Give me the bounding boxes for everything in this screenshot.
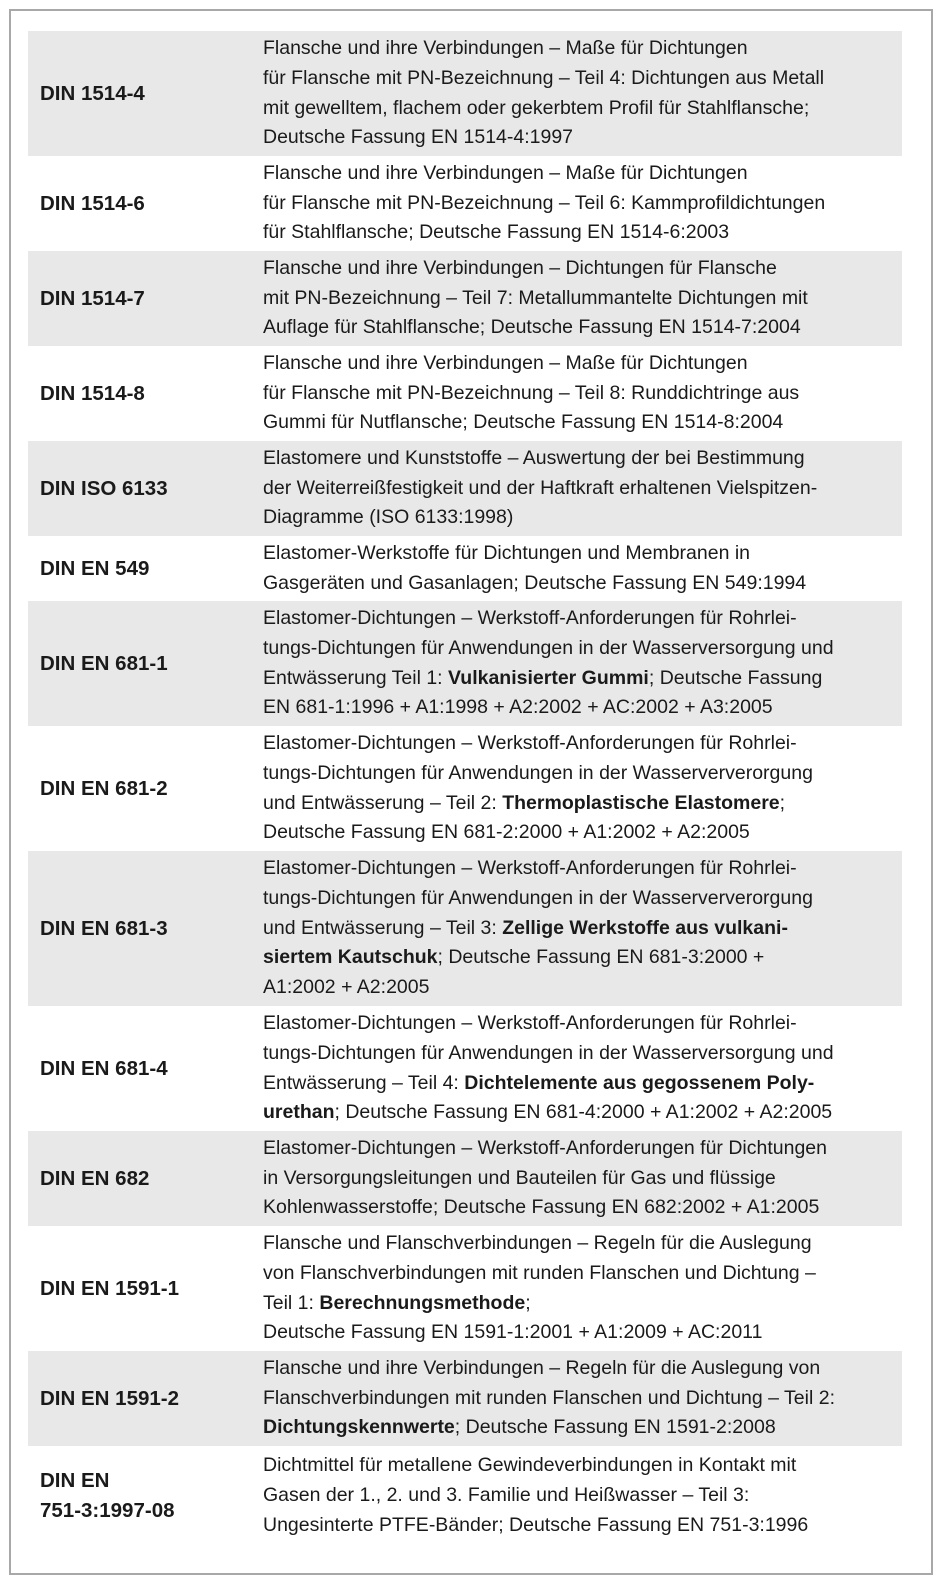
text-segment: Flansche und ihre Verbindungen – Dichtungen für Flansche bbox=[263, 256, 777, 279]
description-line bbox=[263, 1229, 902, 1259]
description-line bbox=[263, 1511, 902, 1541]
text-segment: Ungesinterte PTFE-Bänder; Deutsche Fassung EN 751-3:1996 bbox=[263, 1513, 809, 1536]
description-line bbox=[263, 64, 902, 94]
description-line bbox=[263, 634, 902, 664]
text-segment: mit PN-Bezeichnung – Teil 7: Metallummantelte Dichtungen mit bbox=[263, 286, 808, 309]
text-segment: ; bbox=[779, 791, 786, 814]
text-segment: Flansche und ihre Verbindungen – Regeln für die Auslegung von bbox=[263, 1356, 821, 1379]
standard-description bbox=[263, 348, 902, 440]
text-segment: Elastomer-Werkstoffe für Dichtungen und Membranen in bbox=[263, 541, 751, 564]
description-line bbox=[263, 1354, 902, 1384]
description-line bbox=[263, 914, 902, 944]
standard-code: DIN EN 681-2 bbox=[40, 776, 168, 800]
description-line bbox=[263, 408, 902, 438]
description-line bbox=[263, 539, 902, 569]
table-row bbox=[28, 31, 902, 156]
text-segment: für Flansche mit PN-Bezeichnung – Teil 8: Runddichtringe aus bbox=[263, 381, 800, 404]
standard-code: DIN EN 682 bbox=[40, 1166, 150, 1190]
standard-description bbox=[263, 728, 902, 850]
description-line bbox=[263, 379, 902, 409]
table-row bbox=[28, 536, 902, 601]
description-line bbox=[263, 1069, 902, 1099]
bold-text: Dichtelemente aus gegossenem Poly- bbox=[464, 1071, 815, 1094]
description-line bbox=[263, 1164, 902, 1194]
standard-description bbox=[263, 603, 902, 725]
standard-code: DIN EN 549 bbox=[40, 556, 150, 580]
standard-code: DIN EN 681-3 bbox=[40, 916, 168, 940]
table-frame bbox=[9, 9, 933, 1575]
text-segment: Entwässerung – Teil 4: bbox=[263, 1071, 465, 1094]
text-segment: und Entwässerung – Teil 2: bbox=[263, 791, 503, 814]
table-row bbox=[28, 726, 902, 851]
description-line bbox=[263, 1481, 902, 1511]
table-row bbox=[28, 1351, 902, 1446]
description-line bbox=[263, 973, 902, 1003]
description-line bbox=[263, 729, 902, 759]
text-segment: Deutsche Fassung EN 1591-1:2001 + A1:2009 + AC:2011 bbox=[263, 1321, 763, 1344]
standard-code: DIN ISO 6133 bbox=[40, 476, 168, 500]
standard-description bbox=[263, 853, 902, 1005]
table-row bbox=[28, 851, 902, 1006]
text-segment: Entwässerung Teil 1: bbox=[263, 666, 448, 689]
bold-text: Dichtungskennwerte bbox=[263, 1416, 455, 1439]
description-line bbox=[263, 1098, 902, 1128]
text-segment: Elastomer-Dichtungen – Werkstoff-Anforderungen für Rohrlei- bbox=[263, 1011, 797, 1034]
description-line bbox=[263, 854, 902, 884]
text-segment: Flansche und ihre Verbindungen – Maße für Dichtungen bbox=[263, 351, 748, 374]
standards-table bbox=[28, 31, 902, 1546]
text-segment: Kohlenwasserstoffe; Deutsche Fassung EN 682:2002 + A1:2005 bbox=[263, 1196, 820, 1219]
bold-text: siertem Kautschuk bbox=[263, 946, 438, 969]
description-line bbox=[263, 1193, 902, 1223]
description-line bbox=[263, 313, 902, 343]
text-segment: ; Deutsche Fassung bbox=[648, 666, 823, 689]
text-segment: Auflage für Stahlflansche; Deutsche Fassung EN 1514-7:2004 bbox=[263, 316, 801, 339]
standard-description bbox=[263, 253, 902, 345]
standard-description bbox=[263, 1353, 902, 1445]
standard-description bbox=[263, 1228, 902, 1350]
text-segment: von Flanschverbindungen mit runden Flanschen und Dichtung – bbox=[263, 1261, 816, 1284]
standard-description bbox=[263, 33, 902, 155]
text-segment: Elastomer-Dichtungen – Werkstoff-Anforderungen für Dichtungen bbox=[263, 1136, 827, 1159]
description-line bbox=[263, 1451, 902, 1481]
text-segment: Deutsche Fassung EN 1514-4:1997 bbox=[263, 126, 574, 149]
description-line bbox=[263, 818, 902, 848]
standard-description bbox=[263, 1450, 902, 1542]
description-line bbox=[263, 218, 902, 248]
text-segment: für Flansche mit PN-Bezeichnung – Teil 6: Kammprofildichtungen bbox=[263, 191, 826, 214]
text-segment: Elastomer-Dichtungen – Werkstoff-Anforderungen für Rohrlei- bbox=[263, 606, 797, 629]
standard-description bbox=[263, 1008, 902, 1130]
description-line bbox=[263, 884, 902, 914]
description-line bbox=[263, 1134, 902, 1164]
text-segment: A1:2002 + A2:2005 bbox=[263, 976, 430, 999]
standard-code: DIN EN 681-4 bbox=[40, 1056, 168, 1080]
description-line bbox=[263, 1039, 902, 1069]
description-line bbox=[263, 943, 902, 973]
description-line bbox=[263, 664, 902, 694]
text-segment: ; bbox=[525, 1291, 531, 1314]
text-segment: Diagramme (ISO 6133:1998) bbox=[263, 506, 514, 529]
description-line bbox=[263, 34, 902, 64]
text-segment: Elastomer-Dichtungen – Werkstoff-Anforderungen für Rohrlei- bbox=[263, 731, 797, 754]
description-line bbox=[263, 349, 902, 379]
description-line bbox=[263, 789, 902, 819]
text-segment: Deutsche Fassung EN 681-2:2000 + A1:2002 + A2:2005 bbox=[263, 821, 750, 844]
description-line bbox=[263, 474, 902, 504]
text-segment: Flansche und ihre Verbindungen – Maße für Dichtungen bbox=[263, 36, 748, 59]
description-line bbox=[263, 1289, 902, 1319]
text-segment: Gasen der 1., 2. und 3. Familie und Heißwasser – Teil 3: bbox=[263, 1484, 750, 1507]
description-line bbox=[263, 444, 902, 474]
text-segment: Teil 1: bbox=[263, 1291, 320, 1314]
text-segment: und Entwässerung – Teil 3: bbox=[263, 916, 503, 939]
table-row bbox=[28, 441, 902, 536]
text-segment: Elastomere und Kunststoffe – Auswertung der bei Bestimmung bbox=[263, 446, 805, 469]
description-line bbox=[263, 759, 902, 789]
text-segment: ; Deutsche Fassung EN 681-4:2000 + A1:2002 + A2:2005 bbox=[334, 1101, 833, 1124]
description-line bbox=[263, 1009, 902, 1039]
text-segment: Flansche und Flanschverbindungen – Regeln für die Auslegung bbox=[263, 1231, 812, 1254]
description-line bbox=[263, 693, 902, 723]
text-segment: in Versorgungsleitungen und Bauteilen für Gas und flüssige bbox=[263, 1166, 776, 1189]
text-segment: Gasgeräten und Gasanlagen; Deutsche Fassung EN 549:1994 bbox=[263, 571, 807, 594]
standard-description bbox=[263, 538, 902, 600]
text-segment: für Stahlflansche; Deutsche Fassung EN 1514-6:2003 bbox=[263, 221, 730, 244]
description-line bbox=[263, 569, 902, 599]
standard-code: DIN EN 751-3:1997-08 bbox=[40, 1469, 175, 1522]
bold-text: Berechnungsmethode bbox=[319, 1291, 526, 1314]
standard-code: DIN 1514-6 bbox=[40, 191, 145, 215]
standard-description bbox=[263, 1133, 902, 1225]
standard-code: DIN 1514-4 bbox=[40, 81, 145, 105]
text-segment: Dichtmittel für metallene Gewindeverbindungen in Kontakt mit bbox=[263, 1454, 797, 1477]
bold-text: Vulkanisierter Gummi bbox=[448, 666, 649, 689]
description-line bbox=[263, 189, 902, 219]
table-row bbox=[28, 1226, 902, 1351]
description-line bbox=[263, 604, 902, 634]
text-segment: tungs-Dichtungen für Anwendungen in der Wasserversorgung und bbox=[263, 636, 834, 659]
standard-code: DIN EN 1591-1 bbox=[40, 1276, 180, 1300]
table-row bbox=[28, 251, 902, 346]
description-line bbox=[263, 1318, 902, 1348]
text-segment: mit gewelltem, flachem oder gekerbtem Profil für Stahlflansche; bbox=[263, 96, 810, 119]
text-segment: EN 681-1:1996 + A1:1998 + A2:2002 + AC:2002 + A3:2005 bbox=[263, 696, 773, 719]
description-line bbox=[263, 284, 902, 314]
standard-description bbox=[263, 158, 902, 250]
description-line bbox=[263, 254, 902, 284]
description-line bbox=[263, 1413, 902, 1443]
bold-text: Zellige Werkstoffe aus vulkani- bbox=[502, 916, 788, 939]
text-segment: ; Deutsche Fassung EN 1591-2:2008 bbox=[454, 1416, 776, 1439]
standard-code: DIN EN 681-1 bbox=[40, 651, 168, 675]
description-line bbox=[263, 123, 902, 153]
text-segment: für Flansche mit PN-Bezeichnung – Teil 4: Dichtungen aus Metall bbox=[263, 66, 825, 89]
description-line bbox=[263, 159, 902, 189]
description-line bbox=[263, 503, 902, 533]
table-row bbox=[28, 1446, 902, 1546]
table-row bbox=[28, 1131, 902, 1226]
text-segment: Flansche und ihre Verbindungen – Maße für Dichtungen bbox=[263, 161, 748, 184]
standard-code: DIN 1514-7 bbox=[40, 286, 145, 310]
table-row bbox=[28, 1006, 902, 1131]
description-line bbox=[263, 94, 902, 124]
text-segment: tungs-Dichtungen für Anwendungen in der Wasserververorgung bbox=[263, 886, 813, 909]
standard-code: DIN 1514-8 bbox=[40, 381, 145, 405]
table-row bbox=[28, 601, 902, 726]
text-segment: der Weiterreißfestigkeit und der Haftkraft erhaltenen Vielspitzen- bbox=[263, 476, 818, 499]
table-row bbox=[28, 346, 902, 441]
bold-text: urethan bbox=[263, 1101, 335, 1124]
text-segment: Flanschverbindungen mit runden Flanschen und Dichtung – Teil 2: bbox=[263, 1386, 835, 1409]
text-segment: tungs-Dichtungen für Anwendungen in der Wasserververorgung bbox=[263, 761, 813, 784]
text-segment: ; Deutsche Fassung EN 681-3:2000 + bbox=[437, 946, 765, 969]
description-line bbox=[263, 1384, 902, 1414]
text-segment: tungs-Dichtungen für Anwendungen in der Wasserversorgung und bbox=[263, 1041, 834, 1064]
description-line bbox=[263, 1259, 902, 1289]
text-segment: Gummi für Nutflansche; Deutsche Fassung EN 1514-8:2004 bbox=[263, 411, 784, 434]
bold-text: Thermoplastische Elastomere bbox=[502, 791, 780, 814]
standard-code: DIN EN 1591-2 bbox=[40, 1386, 180, 1410]
standard-description bbox=[263, 443, 902, 535]
table-row bbox=[28, 156, 902, 251]
text-segment: Elastomer-Dichtungen – Werkstoff-Anforderungen für Rohrlei- bbox=[263, 856, 797, 879]
